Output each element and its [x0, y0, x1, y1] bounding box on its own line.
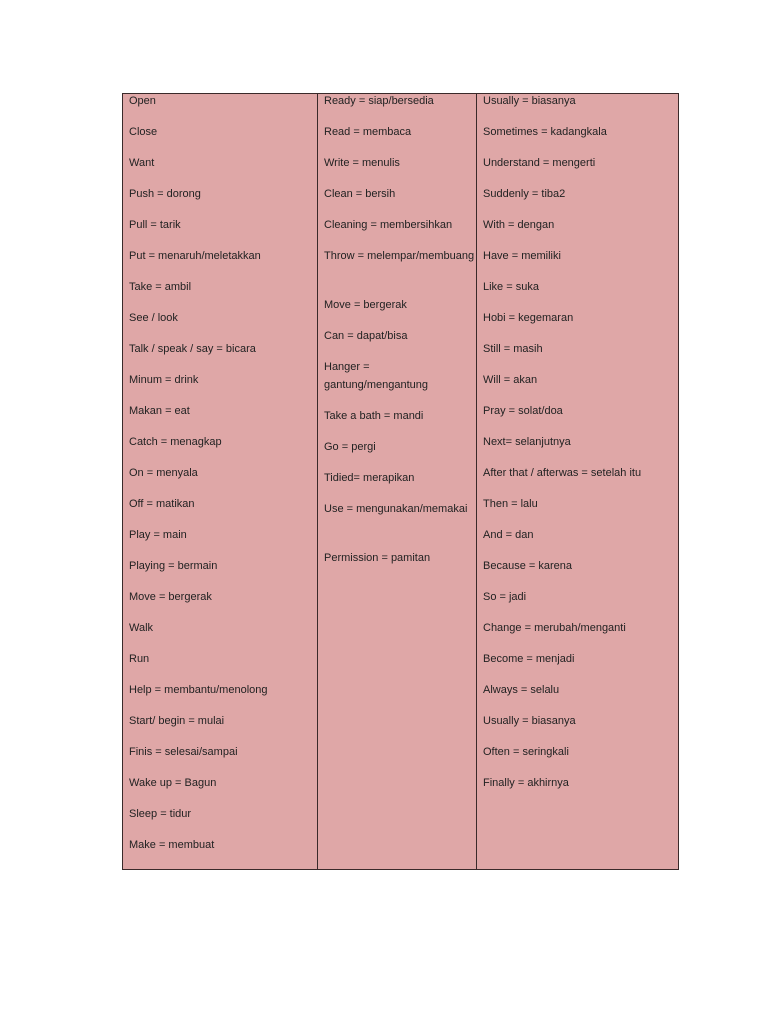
list-item: Walk [129, 622, 154, 634]
list-item: Take = ambil [129, 281, 192, 293]
table-column-3 [477, 94, 678, 869]
entry-list [318, 94, 476, 580]
list-item: Can = dapat/bisa [324, 330, 408, 342]
list-item: Sleep = tidur [129, 808, 192, 820]
table-column-1 [123, 94, 318, 869]
list-item: Minum = drink [129, 374, 199, 386]
list-item: With = dengan [483, 219, 555, 231]
list-item: Usually = biasanya [483, 715, 576, 727]
entry-list [477, 94, 678, 805]
list-item: Still = masih [483, 343, 543, 355]
list-item: Hanger = gantung/mengantung [324, 361, 428, 391]
list-item: And = dan [483, 529, 534, 541]
list-item: Will = akan [483, 374, 538, 386]
table-column-2 [318, 94, 477, 869]
list-item: Playing = bermain [129, 560, 218, 572]
list-item: Throw = melempar/membuang [324, 250, 475, 262]
list-item: Take a bath = mandi [324, 410, 424, 422]
list-item: Run [129, 653, 150, 665]
list-item: Go = pergi [324, 441, 376, 453]
list-item: Wake up = Bagun [129, 777, 217, 789]
list-item: Tidied= merapikan [324, 472, 415, 484]
list-item: Want [129, 157, 155, 169]
list-item: Move = bergerak [129, 591, 212, 603]
list-item: Play = main [129, 529, 187, 541]
list-item: Have = memiliki [483, 250, 561, 262]
list-item: Makan = eat [129, 405, 190, 417]
list-item: Permission = pamitan [324, 552, 431, 564]
list-item: So = jadi [483, 591, 527, 603]
list-item: See / look [129, 312, 178, 324]
list-item: Usually = biasanya [483, 95, 576, 107]
list-item: Always = selalu [483, 684, 560, 696]
list-item: Ready = siap/bersedia [324, 95, 434, 107]
list-item: Use = mengunakan/memakai [324, 503, 468, 515]
list-item: Sometimes = kadangkala [483, 126, 607, 138]
list-item: Become = menjadi [483, 653, 575, 665]
list-item: Then = lalu [483, 498, 538, 510]
list-item: Push = dorong [129, 188, 201, 200]
vocabulary-table [122, 93, 679, 870]
list-item: Finis = selesai/sampai [129, 746, 238, 758]
list-item: Talk / speak / say = bicara [129, 343, 256, 355]
list-item: Write = menulis [324, 157, 400, 169]
list-item: Cleaning = membersihkan [324, 219, 453, 231]
list-item: Off = matikan [129, 498, 195, 510]
list-item: Put = menaruh/meletakkan [129, 250, 261, 262]
list-item: Make = membuat [129, 839, 215, 851]
list-item: Understand = mengerti [483, 157, 596, 169]
list-item: Help = membantu/menolong [129, 684, 268, 696]
list-item: Finally = akhirnya [483, 777, 569, 789]
list-item: Start/ begin = mulai [129, 715, 225, 727]
entry-list [123, 94, 317, 867]
list-item: Change = merubah/menganti [483, 622, 626, 634]
list-item: Clean = bersih [324, 188, 396, 200]
list-item: Pull = tarik [129, 219, 181, 231]
list-item: On = menyala [129, 467, 198, 479]
list-item: Close [129, 126, 158, 138]
list-item: Next= selanjutnya [483, 436, 571, 448]
list-item: Because = karena [483, 560, 572, 572]
list-item: Suddenly = tiba2 [483, 188, 566, 200]
list-item: Pray = solat/doa [483, 405, 563, 417]
list-item: Open [129, 95, 156, 107]
list-item: Hobi = kegemaran [483, 312, 574, 324]
list-item: Read = membaca [324, 126, 412, 138]
list-item: After that / afterwas = setelah itu [483, 467, 642, 479]
list-item: Move = bergerak [324, 299, 407, 311]
list-item: Often = seringkali [483, 746, 569, 758]
list-item: Catch = menagkap [129, 436, 222, 448]
list-item: Like = suka [483, 281, 539, 293]
